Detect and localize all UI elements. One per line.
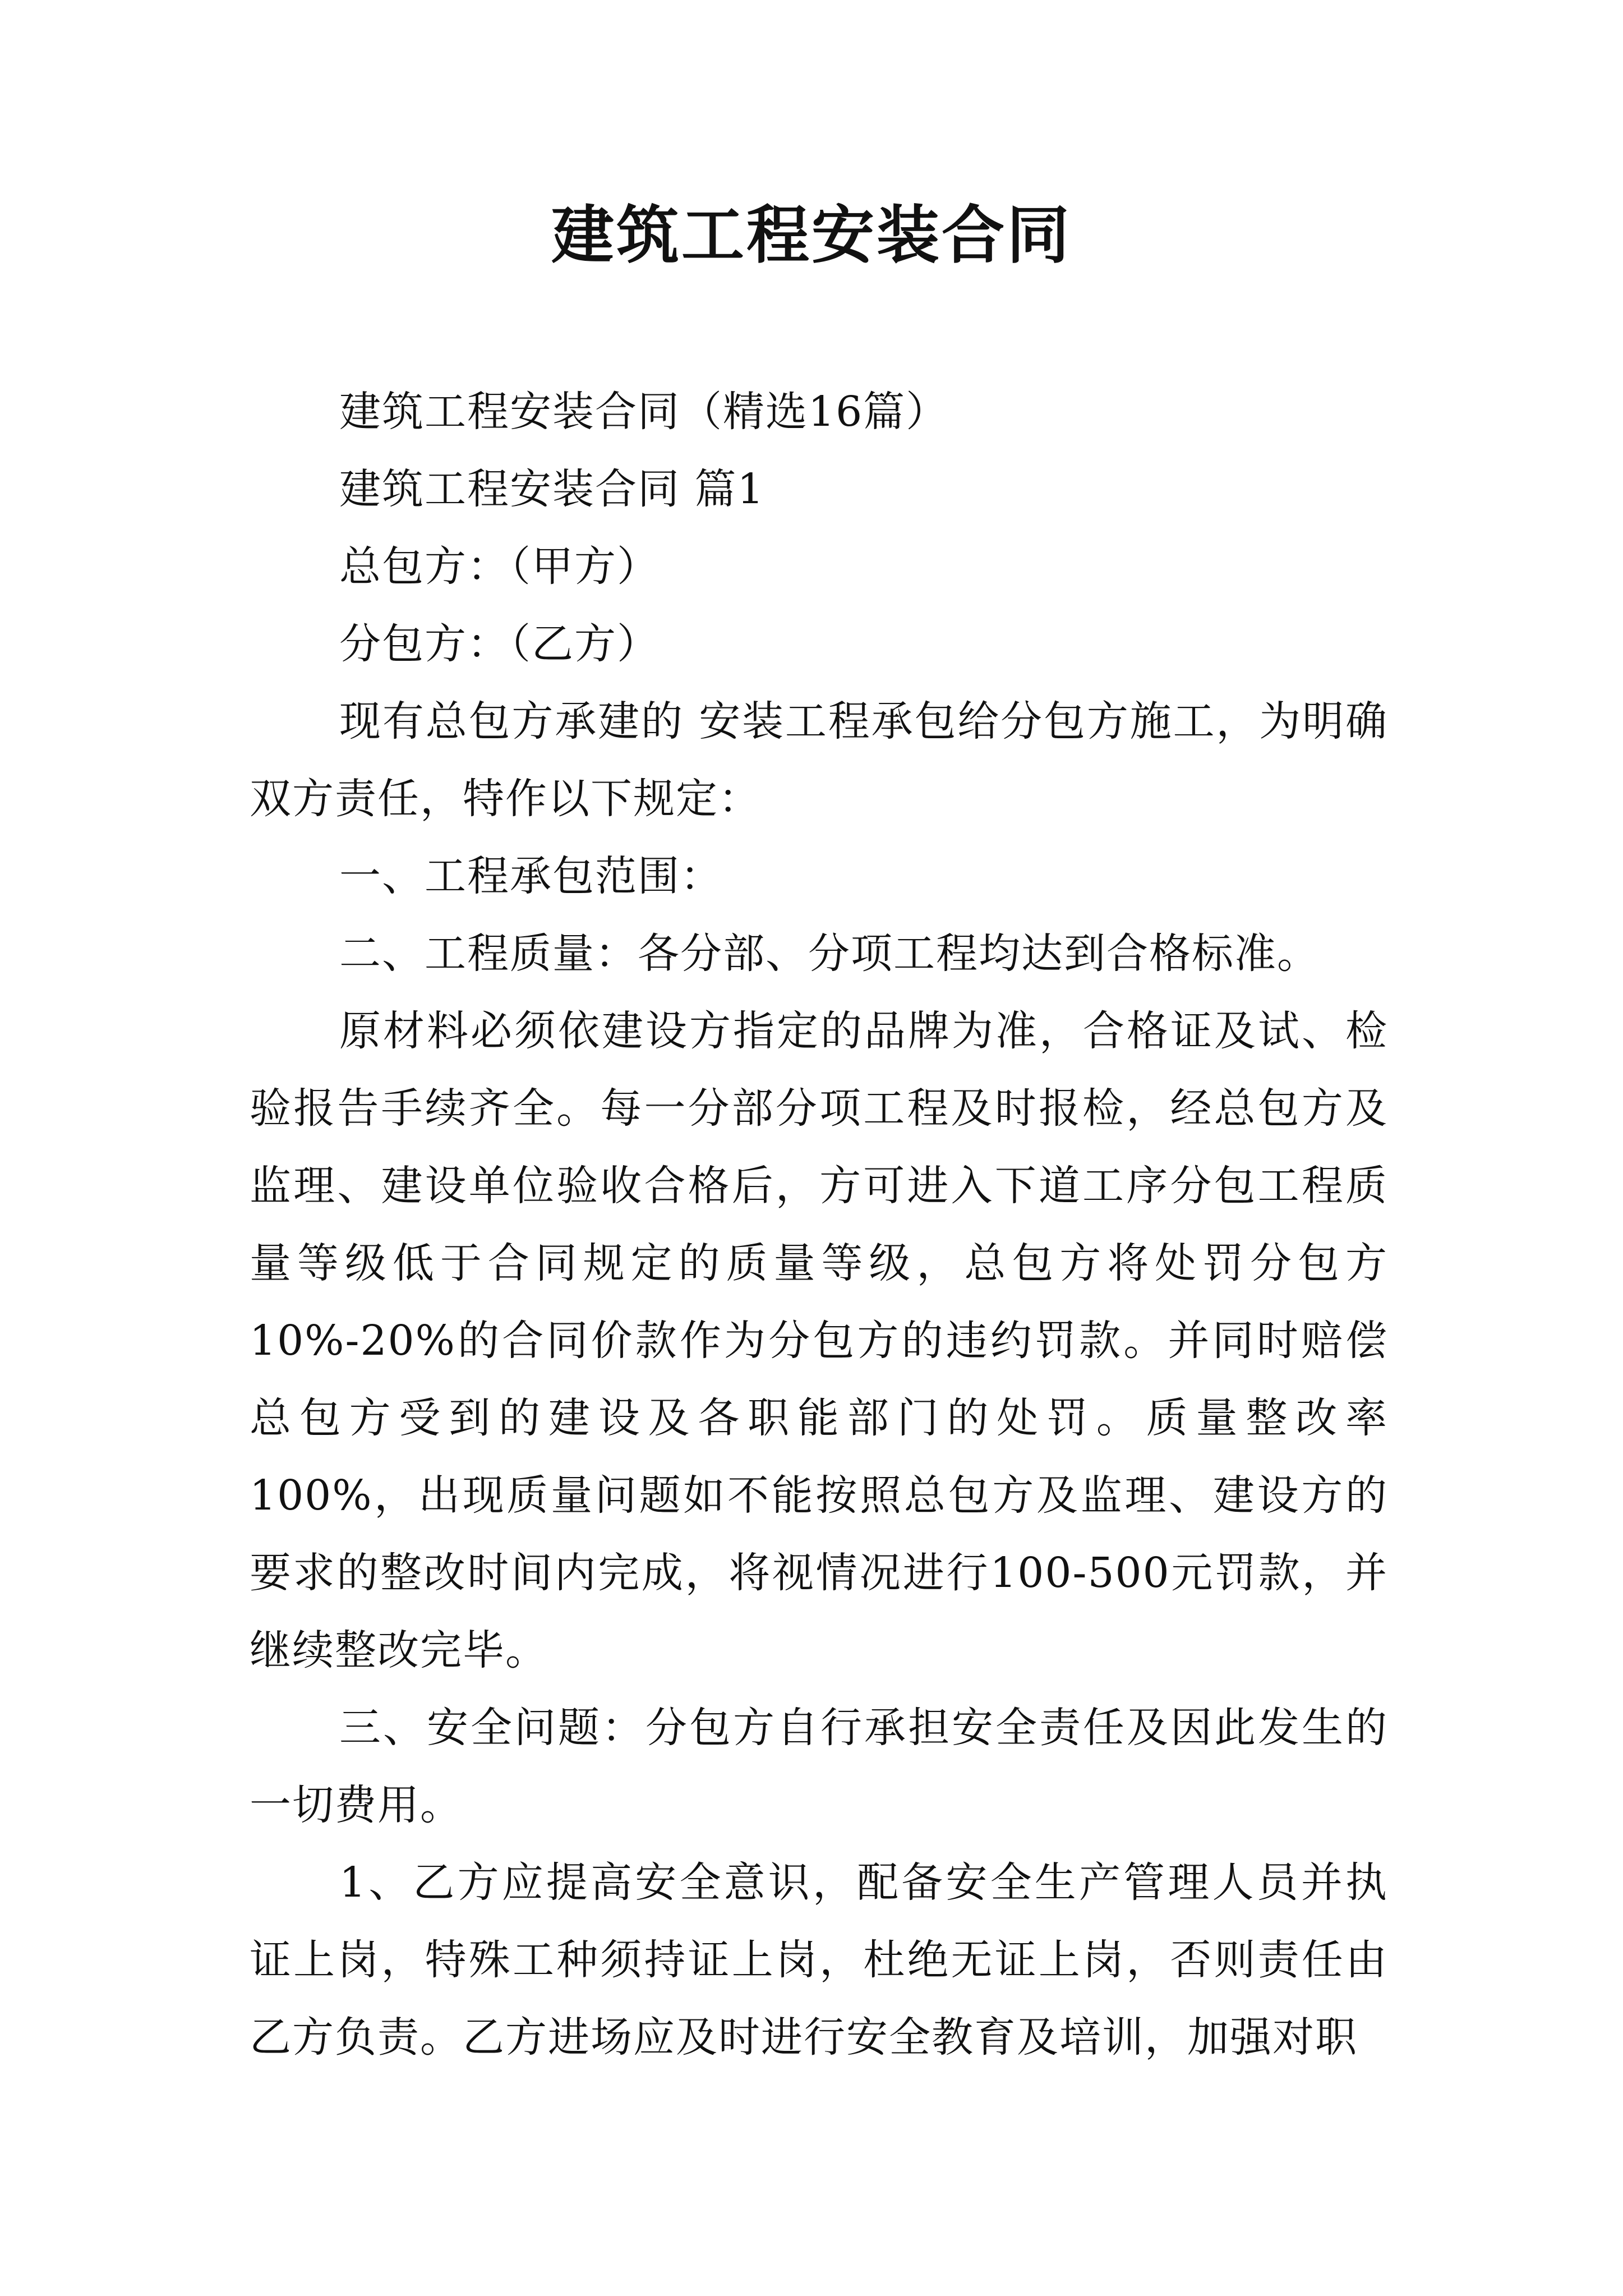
section-heading: 建筑工程安装合同 篇1: [339, 465, 765, 513]
clause-safety: 三、安全问题：分包方自行承担安全责任及因此发生的一切费用。: [250, 1704, 1388, 1829]
subtitle-paragraph: 建筑工程安装合同（精选16篇）: [339, 388, 949, 436]
party-a-line: 总包方：（甲方）: [339, 542, 660, 591]
intro-paragraph: 现有总包方承建的 安装工程承包给分包方施工，为明确双方责任，特作以下规定：: [250, 697, 1388, 823]
clause-scope: 一、工程承包范围：: [339, 852, 723, 900]
clause-quality: 二、工程质量：各分部、分项工程均达到合格标准。: [339, 930, 1320, 978]
document-body: [250, 373, 1388, 2076]
safety-item-1: 1、乙方应提高安全意识，配备安全生产管理人员并执证上岗，特殊工种须持证上岗，杜绝无证上岗，否则责任由乙方负责。乙方进场应及时进行安全教育及培训，加强对职: [250, 1858, 1388, 2062]
document-title: 建筑工程安装合同: [551, 199, 1072, 272]
party-b-line: 分包方：（乙方）: [339, 620, 660, 668]
quality-detail-paragraph: 原材料必须依建设方指定的品牌为准，合格证及试、检验报告手续齐全。每一分部分项工程及时报检，经总包方及监理、建设单位验收合格后，方可进入下道工序分包工程质量等级低于合同规定的质量等级，总包方将处罚分包方10%-20%的合同价款作为分包方的违约罚款。并同时赔偿总包方受到的建设及各职能部门的处罚。质量整改率100%，出现质量问题如不能按照总包方及监理、建设方的要求的整改时间内完成，将视情况进行100-500元罚款，并继续整改完毕。: [250, 1007, 1388, 1674]
